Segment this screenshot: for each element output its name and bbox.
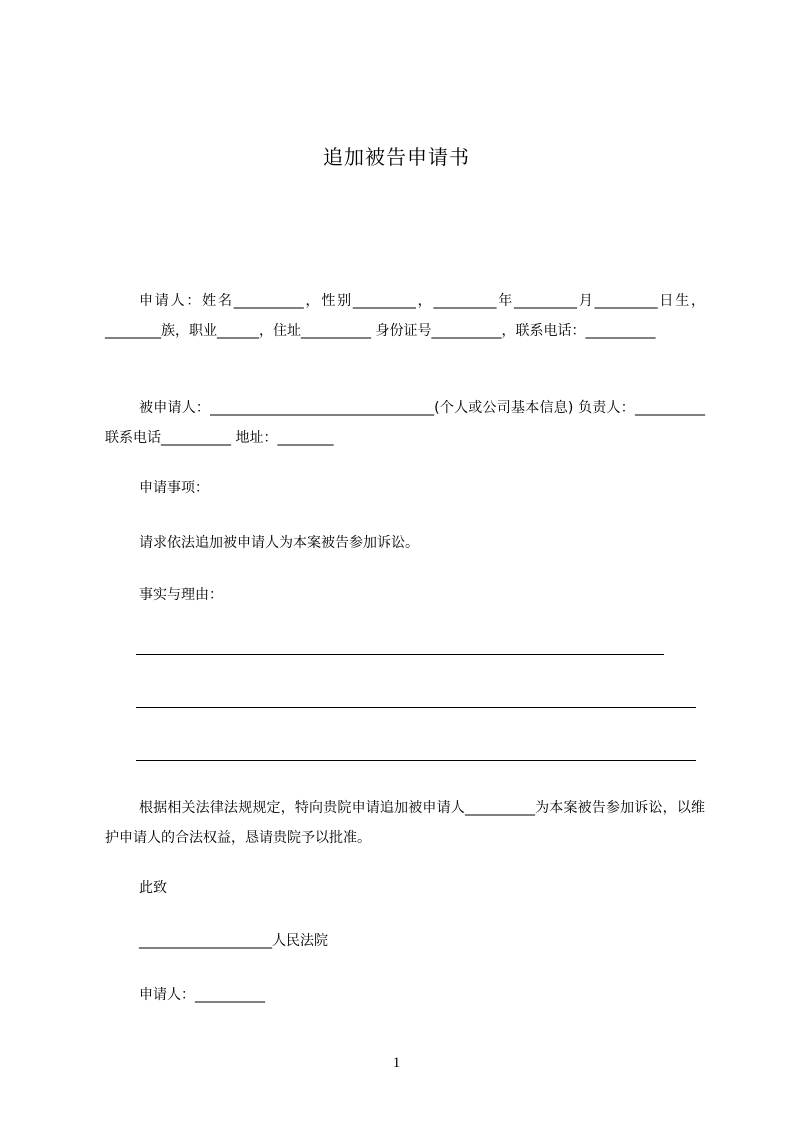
facts-blank-line-3 bbox=[136, 760, 696, 761]
applicant-info-paragraph: 申请人：姓名__________，性别_________，_________年_________月_________日生，________族，职业______，住址__________ 身份证号__________，联系电话：__________ bbox=[105, 293, 705, 339]
respondent-info-paragraph: 被申请人：________________________________(个人或公司基本信息) 负责人：__________联系电话__________ 地址：________ bbox=[105, 400, 705, 446]
page-number: 1 bbox=[392, 1055, 401, 1071]
conclusion-paragraph: 根据相关法律法规规定，特向贵院申请追加被申请人__________为本案被告参加诉讼，以维护申请人的合法权益，恳请贵院予以批准。 bbox=[105, 800, 705, 846]
facts-blank-line-1 bbox=[136, 654, 664, 655]
facts-heading: 事实与理由： bbox=[139, 587, 223, 603]
matters-heading: 申请事项： bbox=[139, 480, 209, 496]
court-name: ___________________人民法院 bbox=[139, 933, 328, 949]
document-title: 追加被告申请书 bbox=[323, 145, 470, 169]
facts-blank-line-2 bbox=[136, 707, 696, 708]
salutation: 此致 bbox=[139, 880, 167, 896]
matters-text: 请求依法追加被申请人为本案被告参加诉讼。 bbox=[139, 535, 419, 551]
applicant-signature: 申请人：__________ bbox=[139, 987, 265, 1003]
